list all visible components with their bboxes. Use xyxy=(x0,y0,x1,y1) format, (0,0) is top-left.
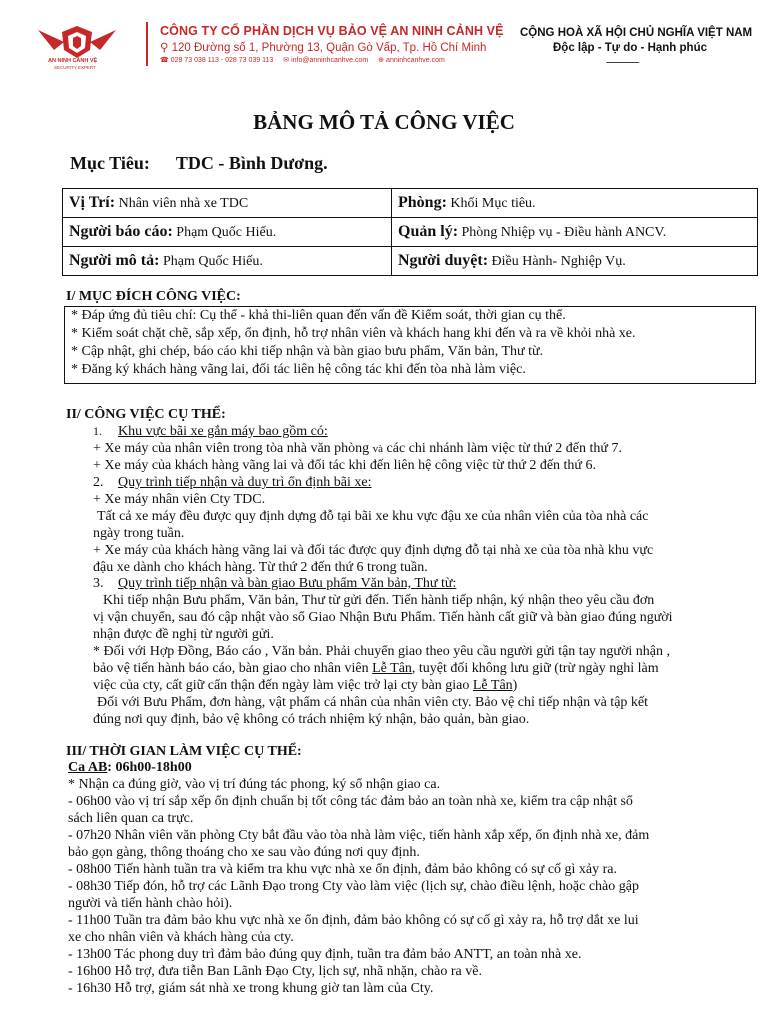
paragraph-line: Đối với Bưu Phẩm, đơn hàng, vật phẩm cá nhân của nhân viên cty. Bảo vệ chỉ tiếp nhận và tập kết xyxy=(97,695,649,710)
item-number: 2. xyxy=(93,475,104,490)
email-icon: ✉ xyxy=(283,57,290,64)
location-pin-icon: ⚲ xyxy=(160,42,172,54)
table-cell: Quản lý: Phòng Nhiệp vụ - Điều hành ANCV. xyxy=(392,218,758,247)
list-item: * Đáp ứng đủ tiêu chí: Cụ thể - khả thi-liên quan đến vấn đề Kiểm soát, thời gian cụ thể. xyxy=(71,308,566,323)
company-address: ⚲ 120 Đường số 1, Phường 13, Quận Gò Vấp, Tp. Hồ Chí Minh xyxy=(160,42,487,54)
item-number: 3. xyxy=(93,576,104,591)
table-row xyxy=(63,218,758,247)
list-item: - 13h00 Tác phong duy trì đảm bảo đúng quy định, tuần tra đảm bảo ANTT, an toàn nhà xe. xyxy=(68,947,582,962)
list-item: - 11h00 Tuần tra đảm bảo khu vực nhà xe ổn định, đảm bảo không có sự cố gì xảy ra, hỗ trợ dắt xe lui xyxy=(68,913,639,928)
subsection-title: Quy trình tiếp nhận và duy trì ổn định bãi xe: xyxy=(118,475,372,490)
paragraph-line: ngày trong tuần. xyxy=(93,526,185,541)
web-icon: ⊕ xyxy=(378,57,385,64)
section2-heading: II/ CÔNG VIỆC CỤ THỂ: xyxy=(66,407,226,422)
list-item: + Xe máy của nhân viên trong tòa nhà văn phòng và các chi nhánh làm việc từ thứ 2 đến thứ 7. xyxy=(93,441,622,456)
list-item: người và tiến hành chào hỏi). xyxy=(68,896,233,911)
paragraph-line: việc của cty, cất giữ cẩn thận đến ngày làm việc trở lại cty bàn giao Lễ Tân) xyxy=(93,678,518,693)
company-logo xyxy=(34,22,120,70)
table-cell: Phòng: Khối Mục tiêu. xyxy=(392,189,758,218)
logo-text: AN NINH CẢNH VỆ xyxy=(48,58,98,64)
target-line xyxy=(70,153,328,174)
company-name: CÔNG TY CỔ PHẦN DỊCH VỤ BẢO VỆ AN NINH CẢNH VỆ xyxy=(160,24,504,38)
list-item: * Cập nhật, ghi chép, báo cáo khi tiếp nhận và bàn giao bưu phẩm, Văn bản, Thư từ. xyxy=(71,344,544,359)
table-row xyxy=(63,247,758,276)
list-item: + Xe máy của khách hàng vãng lai và đối tác khi đến liên hệ công việc từ thứ 2 đến thứ 6. xyxy=(93,458,597,473)
list-item: * Đăng ký khách hàng vãng lai, đối tác liên hệ công tác khi đến tòa nhà làm việc. xyxy=(71,362,526,377)
paragraph-line: đúng nơi quy định, bảo vệ không có trách nhiệm ký nhận, bảo quản, bàn giao. xyxy=(93,712,530,727)
paragraph-line: * Đối với Hợp Đồng, Báo cáo , Văn bản. Phải chuyển giao theo yêu cầu người gửi tận tay người nhận , xyxy=(93,644,671,659)
list-item: bảo gọn gàng, thông thoáng cho xe sau vào đúng nơi quy định. xyxy=(68,845,420,860)
section3-heading: III/ THỜI GIAN LÀM VIỆC CỤ THỂ: xyxy=(66,744,302,759)
list-item: - 08h30 Tiếp đón, hỗ trợ các Lãnh Đạo trong Cty vào làm việc (lịch sự, chào điều lệnh, hoặc chào gập xyxy=(68,879,639,894)
list-item: xe cho nhân viên và khách hàng của cty. xyxy=(68,930,294,945)
table-row xyxy=(63,189,758,218)
list-item: * Kiểm soát chặt chẽ, sắp xếp, ổn định, hỗ trợ nhân viên và khách hang khi đến và ra về khỏi nhà xe. xyxy=(71,326,636,341)
subsection-title: Khu vực bãi xe gắn máy bao gồm có: xyxy=(118,424,328,439)
list-item: - 16h00 Hỗ trợ, đưa tiễn Ban Lãnh Đạo Cty, lịch sự, nhã nhặn, chào ra về. xyxy=(68,964,482,979)
logo-subtext: SECURITY EXPERT xyxy=(54,65,96,70)
table-cell: Người duyệt: Điều Hành- Nghiệp Vụ. xyxy=(392,247,758,276)
nation-rule: -------------- xyxy=(606,57,639,68)
nation-title: CỘNG HOÀ XÃ HỘI CHỦ NGHĨA VIỆT NAM xyxy=(520,27,753,39)
list-item: + Xe máy nhân viên Cty TDC. xyxy=(93,492,266,507)
table-cell: Vị Trí: Nhân viên nhà xe TDC xyxy=(63,189,392,218)
info-table xyxy=(62,188,758,276)
company-contact: ☎ 028 73 038 113 - 028 73 039 113 ✉ info@anninhcanhve.com ⊕ anninhcanhve.com xyxy=(160,57,445,64)
paragraph-line: đậu xe dành cho khách hàng. Từ thứ 2 đến thứ 6 trong tuần. xyxy=(93,560,428,575)
section1-heading: I/ MỤC ĐÍCH CÔNG VIỆC: xyxy=(66,289,241,304)
section1-box xyxy=(64,306,756,384)
list-item: - 16h30 Hỗ trợ, giám sát nhà xe trong khung giờ tan làm của Cty. xyxy=(68,981,434,996)
target-label: Mục Tiêu: xyxy=(70,153,150,173)
document-title: BẢNG MÔ TẢ CÔNG VIỆC xyxy=(253,110,515,134)
list-item: sách liên quan ca trực. xyxy=(68,811,194,826)
paragraph-line: nhận được đề nghị từ người gửi. xyxy=(93,627,274,642)
list-item: + Xe máy của khách hàng vãng lai và đối tác được quy định dựng đỗ tại nhà xe của tòa nhà khu vực xyxy=(93,543,654,558)
nation-motto: Độc lập - Tự do - Hạnh phúc xyxy=(553,42,707,54)
item-number: 1. xyxy=(93,424,102,438)
table-cell: Người báo cáo: Phạm Quốc Hiếu. xyxy=(63,218,392,247)
list-item: - 07h20 Nhân viên văn phòng Cty bắt đầu vào tòa nhà làm việc, tiến hành xắp xếp, ổn định nhà xe, đảm xyxy=(68,828,650,843)
shift-line: Ca AB: 06h00-18h00 xyxy=(68,760,192,775)
list-item: - 08h00 Tiến hành tuần tra và kiểm tra khu vực nhà xe ổn định, đảm bảo không có sự cố gì xảy ra. xyxy=(68,862,618,877)
paragraph-line: Tất cả xe máy đều được quy định dựng đỗ tại bãi xe khu vực đậu xe của nhân viên của tòa nhà các xyxy=(97,509,649,524)
list-item: - 06h00 vào vị trí sắp xếp ổn định chuẩn bị tốt công tác đảm bảo an toàn nhà xe, kiểm tra cập nhật sổ xyxy=(68,794,633,809)
list-item: * Nhận ca đúng giờ, vào vị trí đúng tác phong, ký sổ nhận giao ca. xyxy=(68,777,441,792)
header-divider xyxy=(146,22,148,66)
target-value: TDC - Bình Dương. xyxy=(175,153,328,173)
phone-icon: ☎ xyxy=(160,57,169,64)
subsection-title: Quy trình tiếp nhận và bàn giao Bưu phẩm Văn bản, Thư từ: xyxy=(118,576,457,591)
paragraph-line: bảo vệ tiến hành báo cáo, bàn giao cho nhân viên Lễ Tân, tuyệt đối không lưu giữ (trừ ngày nghỉ làm xyxy=(93,661,659,676)
table-cell: Người mô tả: Phạm Quốc Hiếu. xyxy=(63,247,392,276)
paragraph-line: vị vận chuyển, sau đó cập nhật vào sổ Giao Nhận Bưu Phẩm. Tiến hành cất giữ và bàn giao đúng người xyxy=(93,610,673,625)
paragraph-line: Khi tiếp nhận Bưu phẩm, Văn bản, Thư từ gửi đến. Tiến hành tiếp nhận, ký nhận theo yêu cầu đơn xyxy=(103,593,655,608)
